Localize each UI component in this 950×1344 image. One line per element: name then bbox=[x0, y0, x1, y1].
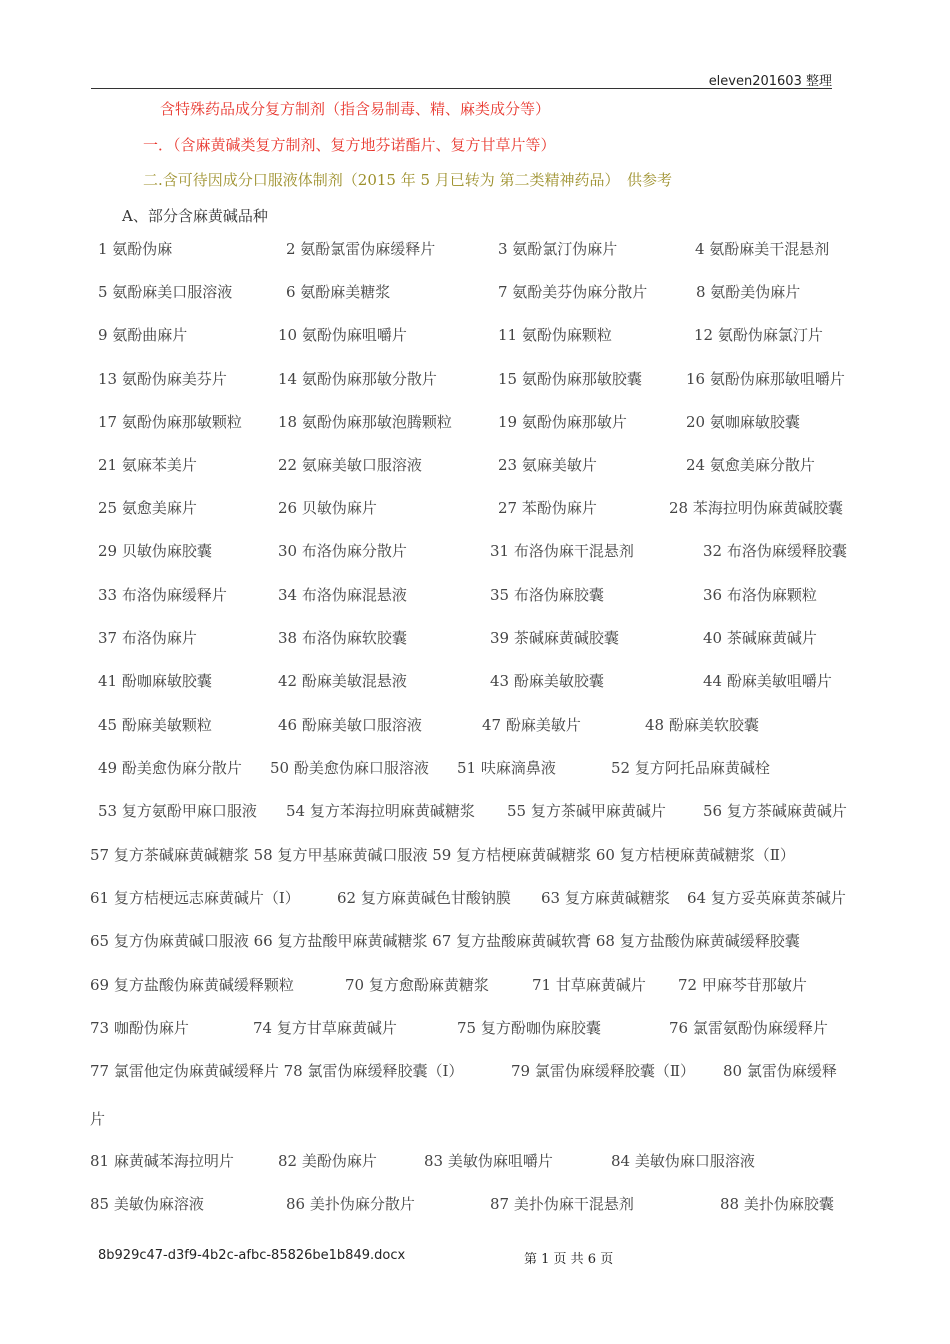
drug-item: 28 苯海拉明伪麻黄碱胶囊 bbox=[669, 499, 843, 517]
drug-item: 88 美扑伪麻胶囊 bbox=[720, 1195, 834, 1213]
drug-item: 72 甲麻芩苷那敏片 bbox=[678, 976, 807, 994]
drug-item: 30 布洛伪麻分散片 bbox=[278, 542, 407, 560]
drug-item: 63 复方麻黄碱糖浆 bbox=[541, 889, 670, 907]
drug-item: 62 复方麻黄碱色甘酸钠膜 bbox=[337, 889, 511, 907]
section-one-heading: 一．（含麻黄碱类复方制剂、复方地芬诺酯片、复方甘草片等） bbox=[143, 136, 556, 154]
drug-item: 77 氯雷他定伪麻黄碱缓释片 78 氯雷伪麻缓释胶囊（Ⅰ） bbox=[90, 1062, 464, 1080]
drug-item: 50 酚美愈伪麻口服溶液 bbox=[270, 759, 429, 777]
drug-item: 29 贝敏伪麻胶囊 bbox=[98, 542, 212, 560]
drug-item: 13 氨酚伪麻美芬片 bbox=[98, 370, 227, 388]
drug-item: 74 复方甘草麻黄碱片 bbox=[253, 1019, 397, 1037]
drug-item: 43 酚麻美敏胶囊 bbox=[490, 672, 604, 690]
header-divider bbox=[91, 88, 832, 89]
drug-item: 52 复方阿托品麻黄碱栓 bbox=[611, 759, 770, 777]
drug-item: 39 茶碱麻黄碱胶囊 bbox=[490, 629, 619, 647]
drug-item: 8 氨酚美伪麻片 bbox=[696, 283, 801, 301]
drug-item: 17 氨酚伪麻那敏颗粒 bbox=[98, 413, 242, 431]
drug-item: 54 复方苯海拉明麻黄碱糖浆 bbox=[286, 802, 475, 820]
drug-item: 76 氯雷氨酚伪麻缓释片 bbox=[669, 1019, 828, 1037]
drug-item: 34 布洛伪麻混悬液 bbox=[278, 586, 407, 604]
drug-item: 81 麻黄碱苯海拉明片 bbox=[90, 1152, 234, 1170]
drug-item: 40 茶碱麻黄碱片 bbox=[703, 629, 817, 647]
drug-item: 26 贝敏伪麻片 bbox=[278, 499, 377, 517]
drug-item: 42 酚麻美敏混悬液 bbox=[278, 672, 407, 690]
drug-item: 46 酚麻美敏口服溶液 bbox=[278, 716, 422, 734]
drug-item: 20 氨咖麻敏胶囊 bbox=[686, 413, 800, 431]
drug-item: 48 酚麻美软胶囊 bbox=[645, 716, 759, 734]
drug-item: 41 酚咖麻敏胶囊 bbox=[98, 672, 212, 690]
drug-item: 5 氨酚麻美口服溶液 bbox=[98, 283, 233, 301]
drug-item: 71 甘草麻黄碱片 bbox=[532, 976, 646, 994]
drug-item: 14 氨酚伪麻那敏分散片 bbox=[278, 370, 437, 388]
drug-item: 87 美扑伪麻干混悬剂 bbox=[490, 1195, 634, 1213]
drug-item: 片 bbox=[90, 1110, 106, 1128]
drug-item: 55 复方茶碱甲麻黄碱片 bbox=[507, 802, 666, 820]
drug-item: 4 氨酚麻美干混悬剂 bbox=[695, 240, 830, 258]
drug-item: 36 布洛伪麻颗粒 bbox=[703, 586, 817, 604]
drug-item: 57 复方茶碱麻黄碱糖浆 58 复方甲基麻黄碱口服液 59 复方桔梗麻黄碱糖浆 60 复方桔梗麻黄碱糖浆（Ⅱ） bbox=[90, 846, 795, 864]
drug-item: 83 美敏伪麻咀嚼片 bbox=[424, 1152, 553, 1170]
drug-item: 69 复方盐酸伪麻黄碱缓释颗粒 bbox=[90, 976, 294, 994]
drug-item: 16 氨酚伪麻那敏咀嚼片 bbox=[686, 370, 845, 388]
subheading-a: A、部分含麻黄碱品种 bbox=[122, 207, 268, 225]
drug-item: 45 酚麻美敏颗粒 bbox=[98, 716, 212, 734]
drug-item: 9 氨酚曲麻片 bbox=[98, 326, 188, 344]
drug-item: 6 氨酚麻美糖浆 bbox=[286, 283, 391, 301]
drug-item: 25 氨愈美麻片 bbox=[98, 499, 197, 517]
drug-item: 86 美扑伪麻分散片 bbox=[286, 1195, 415, 1213]
drug-item: 75 复方酚咖伪麻胶囊 bbox=[457, 1019, 601, 1037]
document-title: 含特殊药品成分复方制剂（指含易制毒、精、麻类成分等） bbox=[160, 100, 551, 118]
drug-item: 65 复方伪麻黄碱口服液 66 复方盐酸甲麻黄碱糖浆 67 复方盐酸麻黄碱软膏 68 复方盐酸伪麻黄碱缓释胶囊 bbox=[90, 932, 800, 950]
drug-item: 35 布洛伪麻胶囊 bbox=[490, 586, 604, 604]
drug-item: 24 氨愈美麻分散片 bbox=[686, 456, 815, 474]
drug-item: 70 复方愈酚麻黄糖浆 bbox=[345, 976, 489, 994]
drug-item: 38 布洛伪麻软胶囊 bbox=[278, 629, 407, 647]
drug-item: 33 布洛伪麻缓释片 bbox=[98, 586, 227, 604]
drug-item: 79 氯雷伪麻缓释胶囊（Ⅱ） bbox=[511, 1062, 696, 1080]
drug-item: 3 氨酚氯汀伪麻片 bbox=[498, 240, 618, 258]
drug-item: 1 氨酚伪麻 bbox=[98, 240, 173, 258]
header-text: eleven201603 整理 bbox=[708, 74, 832, 89]
drug-item: 44 酚麻美敏咀嚼片 bbox=[703, 672, 832, 690]
drug-item: 37 布洛伪麻片 bbox=[98, 629, 197, 647]
drug-item: 56 复方茶碱麻黄碱片 bbox=[703, 802, 847, 820]
drug-item: 22 氨麻美敏口服溶液 bbox=[278, 456, 422, 474]
section-two-heading: 二.含可待因成分口服液体制剂（2015 年 5 月已转为 第二类精神药品） 供参考 bbox=[143, 171, 673, 189]
drug-item: 27 苯酚伪麻片 bbox=[498, 499, 597, 517]
drug-item: 32 布洛伪麻缓释胶囊 bbox=[703, 542, 847, 560]
drug-item: 2 氨酚氯雷伪麻缓释片 bbox=[286, 240, 436, 258]
drug-item: 7 氨酚美芬伪麻分散片 bbox=[498, 283, 648, 301]
drug-item: 31 布洛伪麻干混悬剂 bbox=[490, 542, 634, 560]
drug-item: 51 呋麻滴鼻液 bbox=[457, 759, 556, 777]
drug-item: 19 氨酚伪麻那敏片 bbox=[498, 413, 627, 431]
footer-page-number: 第 1 页 共 6 页 bbox=[524, 1252, 614, 1267]
drug-item: 10 氨酚伪麻咀嚼片 bbox=[278, 326, 407, 344]
drug-item: 21 氨麻苯美片 bbox=[98, 456, 197, 474]
drug-item: 64 复方妥英麻黄茶碱片 bbox=[687, 889, 846, 907]
drug-item: 18 氨酚伪麻那敏泡腾颗粒 bbox=[278, 413, 452, 431]
drug-item: 84 美敏伪麻口服溶液 bbox=[611, 1152, 755, 1170]
drug-item: 15 氨酚伪麻那敏胶囊 bbox=[498, 370, 642, 388]
drug-item: 82 美酚伪麻片 bbox=[278, 1152, 377, 1170]
drug-item: 73 咖酚伪麻片 bbox=[90, 1019, 189, 1037]
drug-item: 80 氯雷伪麻缓释 bbox=[723, 1062, 837, 1080]
drug-item: 11 氨酚伪麻颗粒 bbox=[498, 326, 612, 344]
drug-item: 12 氨酚伪麻氯汀片 bbox=[694, 326, 823, 344]
drug-item: 61 复方桔梗远志麻黄碱片（Ⅰ） bbox=[90, 889, 300, 907]
drug-item: 53 复方氨酚甲麻口服液 bbox=[98, 802, 257, 820]
drug-item: 85 美敏伪麻溶液 bbox=[90, 1195, 204, 1213]
footer-filename: 8b929c47-d3f9-4b2c-afbc-85826be1b849.docx bbox=[98, 1248, 406, 1263]
drug-item: 23 氨麻美敏片 bbox=[498, 456, 597, 474]
drug-item: 47 酚麻美敏片 bbox=[482, 716, 581, 734]
drug-item: 49 酚美愈伪麻分散片 bbox=[98, 759, 242, 777]
